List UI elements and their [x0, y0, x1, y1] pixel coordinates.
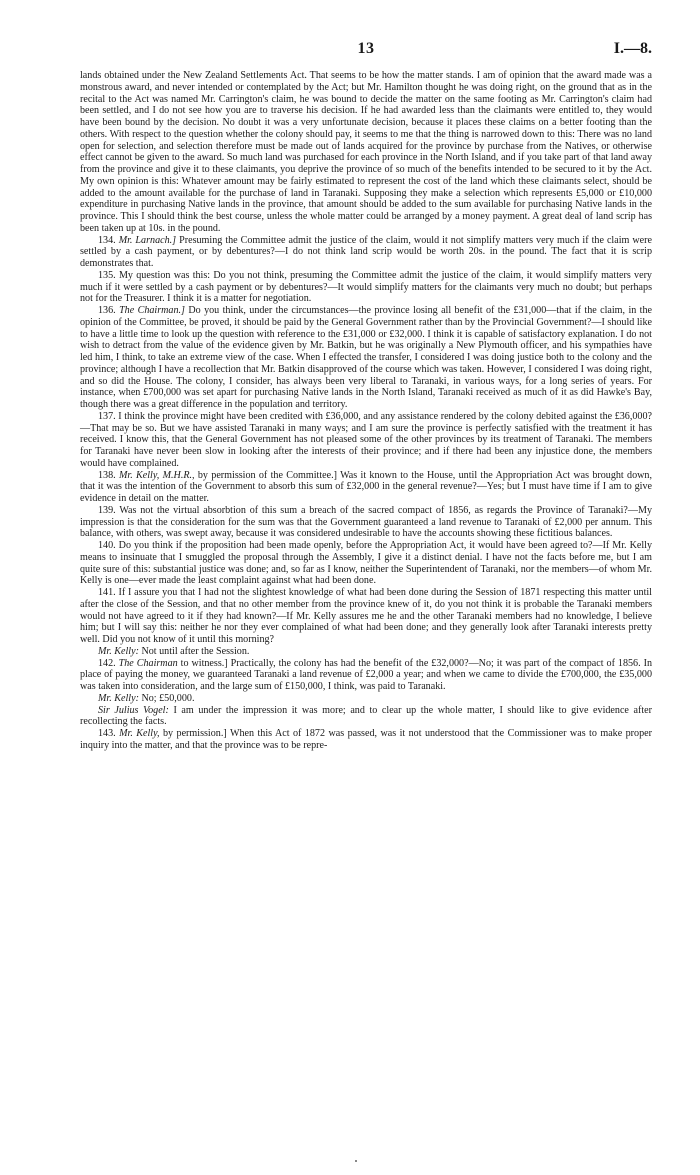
page-header: [80, 40, 652, 70]
question-142: [80, 658, 652, 693]
question-number: 137.: [98, 410, 116, 422]
page-number: 13: [357, 40, 375, 57]
question-number: 135.: [98, 269, 116, 281]
question-135: [80, 270, 652, 305]
speaker-name: Mr. Larnach.]: [118, 234, 177, 246]
question-number: 140.: [98, 540, 116, 551]
document-reference: I.—8.: [613, 40, 652, 57]
paragraph-text: to witness.] Practically, the colony has had the benefit of the £32,000?—No; it was part of the compact of 1856. In place of paying the money, we guaranteed Taranaki a land revenue of £2,000 a year; and when we came to divide the £700,000, the £35,000 was taken into consideration, and the large sum of £150,000, I think, was paid to Taranaki.: [80, 657, 652, 692]
question-138: [80, 470, 652, 505]
question-number: 138.: [98, 469, 116, 481]
speaker-name: Mr. Kelly:: [98, 692, 139, 704]
paragraph-text: by permission of the Committee.] Was it known to the House, until the Appropriation Act was brought down, that it was the intention of the Government to absorb this sum of £32,000 in the general revenue?—Yes; but I must have time if I am to give evidence in detail on the matter.: [80, 469, 652, 504]
question-number: 139.: [98, 504, 116, 516]
paragraph-text: My question was this: Do you not think, presuming the Committee admit the justice of the claim, it would simplify matters very much if it were settled by a cash payment or by debentures?—It would simplify matters for the claimants very much no doubt; but perhaps not for the Treasurer. I think it is a matter for negotiation.: [80, 269, 652, 305]
paragraph-text: If I assure you that I had not the slightest knowledge of what had been done during the Session of 1871 respecting this matter until after the close of the Session, and that no other member from the province knew of it, do you not think it is probable the Taranaki members would not have agreed to it if they had known?—If Mr. Kelly assures me he and the other Taranaki members had no knowledge, I believe him; but I will say this: neither he nor they ever complained of what had been done; and they generally look after Taranaki interests pretty well. Did you not know of it until this morning?: [80, 587, 652, 645]
question-141: [80, 587, 652, 646]
question-137: [80, 411, 652, 470]
question-number: 134.: [98, 234, 116, 246]
interjection-vogel: [80, 705, 652, 729]
speaker-name: Mr. Kelly:: [98, 645, 139, 657]
question-140: [80, 540, 652, 587]
question-number: 143.: [98, 728, 116, 739]
question-number: 141.: [98, 587, 116, 598]
interjection-kelly: [80, 646, 652, 658]
speaker-name: The Chairman: [118, 657, 178, 669]
paragraph-text: No; £50,000.: [141, 692, 195, 704]
question-number: 136.: [98, 305, 116, 316]
speaker-name: Mr. Kelly, M.H.R.,: [118, 469, 195, 481]
paragraph-text: Was not the virtual absorbtion of this sum a breach of the sacred compact of 1856, as regards the Province of Taranaki?—My impression is that the consideration for the sum was that the Government guaranteed a land revenue to Taranaki of £2,000 per annum. This balance, with others, was swept away, because it was considered undesirable to have the accounts showing these fictitious balances.: [80, 504, 653, 540]
paragraph-text: Not until after the Session.: [141, 645, 250, 657]
paragraph-text: Presuming the Committee admit the justice of the claim, would it not simplify matters very much if the claim were settled by a cash payment, or by debentures?—I do not think land scrip would be worth 20s. in the pound. The fact that it is scrip demonstrates that.: [80, 234, 652, 269]
paragraph-continuation: [80, 70, 652, 235]
paragraph-text: by permission.] When this Act of 1872 was passed, was it not understood that the Commissioner was to make proper inquiry into the matter, and that the province was to be repre-: [80, 728, 652, 751]
question-143: [80, 728, 652, 752]
speaker-name: The Chairman.]: [119, 305, 185, 316]
paragraph-text: Do you think, under the circumstances—the province losing all benefit of the £31,000—that if the claim, in the opinion of the Committee, be proved, it should be paid by the General Government rather than by the Provincial Government?—I should like to have a little time to look up the question with reference to the £31,000 or £32,000. I think it is capable of satisfactory explanation. I do not wish to detract from the value of the evidence given by Mr. Batkin, but he was originally a New Plymouth officer, and his sympathies have led him, I think, to take an extreme view of the case. When I effected the transfer, I considered I was doing justice both to the colony and the province; although I have a recollection that Mr. Batkin disapproved of the course which was taken. However, I considered I was doing right, and so did the House. The colony, I consider, has always been very liberal to Taranaki, in various ways, for a long series of years. For instance, when £700,000 was set apart for purchasing Native lands in the North Island, Taranaki received as much of it as did Hawke's Bay, though there was a great difference in the population and territory.: [80, 305, 653, 410]
paragraph-text: I am under the impression it was more; and to clear up the whole matter, I should like to give evidence after recollecting the facts.: [80, 704, 652, 728]
speaker-name: Sir Julius Vogel:: [98, 704, 169, 716]
page-speck: [355, 1160, 357, 1162]
document-body: [80, 70, 652, 752]
question-139: [80, 505, 652, 540]
question-136: [80, 305, 652, 411]
paragraph-text: Do you think if the proposition had been made openly, before the Appropriation Act, it would have been agreed to?—If Mr. Kelly means to insinuate that I smuggled the proposal through the Assembly, I give it a distinct denial. I have not the facts before me, but I am quite sure of this: substantial justice was done; and, so far as I know, neither the Superintendent of Taranaki, nor the members—of whom Mr. Kelly is one—ever made the least complaint against what had been done.: [80, 540, 652, 587]
question-number: 142.: [98, 657, 116, 669]
paragraph-text: lands obtained under the New Zealand Settlements Act. That seems to be how the matter stands. I am of opinion that the award made was a monstrous award, and never intended or contemplated by the Act; but Mr. Hamilton thought he was doing right, on the ground that as in the recital to the Act was named Mr. Carrington's claim, he was bound to decide the matter on the same footing as Mr. Carrington's claim had been settled, and I do not see how you are to traverse his decision. If he had awarded less than the claimants were entitled to, they would have been bound by the decision. No doubt it was a very unfortunate decision, because it places these claims on a better footing than the others. With respect to the question whether the colony should pay, it seems to me that the thing is narrowed down to this: There was no land open for selection, and selection therefore must be made out of lands acquired for the province by purchase from the Natives, or otherwise effect cannot be given to the award. So much land was purchased for each province in the North Island, and if you take part of that land away from the province and give it to these claimants, you deprive the province of so much of the benefits intended to be secured to it by the Act. My own opinion is this: Whatever amount may be fairly estimated to represent the cost of the land which these claimants select, should be added to the amount available for the purchase of land in Taranaki. Supposing they make a selection which represents £5,000 or £10,000 expenditure in purchasing Native lands in the province, that amount should be added to the sum available for purchasing Native lands in the province. This I should think the best course, unless the whole matter could be arranged by a money payment. A great deal of land scrip has been taken up at 10s. in the pound.: [80, 70, 652, 234]
speaker-name: Mr. Kelly,: [119, 728, 160, 739]
interjection-kelly-2: [80, 693, 652, 705]
question-134: [80, 235, 652, 270]
paragraph-text: I think the province might have been credited with £36,000, and any assistance rendered by the colony debited against the £36,000?—That may be so. But we have assisted Taranaki in many ways; and I am sure the province is perfectly satisfied with the treatment it has received. I know this, that the General Government has not pleased some of the other provinces by its treatment of Taranaki. The members for Taranaki have never been slow in looking after the interests of their province; and if there had been any injustice done, the members would have complained.: [80, 410, 652, 469]
